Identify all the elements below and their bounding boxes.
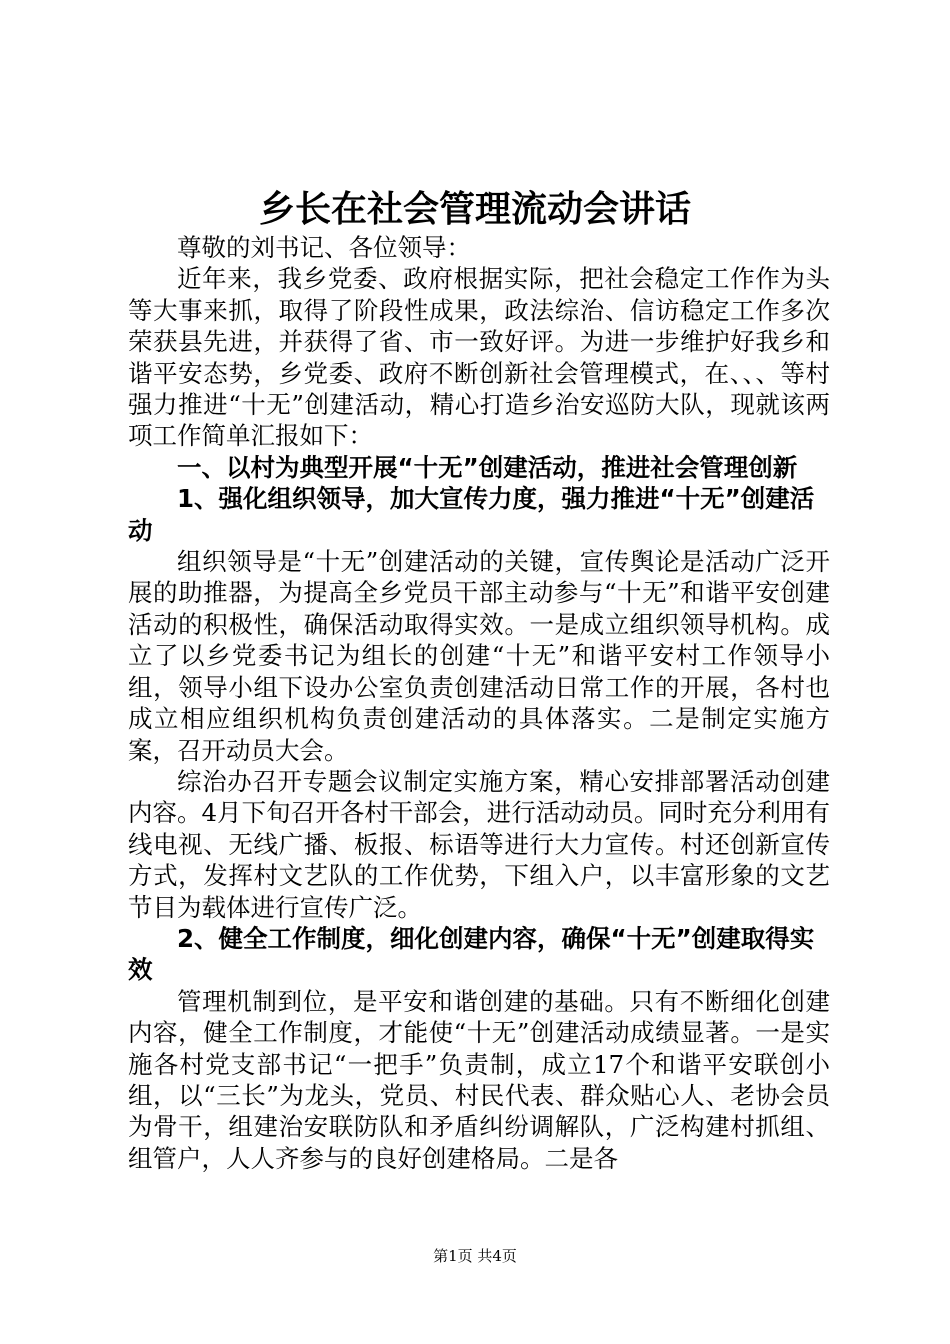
salutation: 尊敬的刘书记、各位领导：	[177, 233, 471, 262]
page-number-footer: 第1页 共4页	[433, 1247, 517, 1265]
document-title: 乡长在社会管理流动会讲话	[258, 189, 691, 230]
body-paragraph: 组织领导是“十无”创建活动的关键，宣传舆论是活动广泛开展的助推器，为提高全乡党员干部主动参与“十无”和谐平安创建活动的积极性，确保活动取得实效。一是成立组织领导机构。成立了以乡党委书记为组长的创建“十无”和谐平安村工作领导小组，领导小组下设办公室负责创建活动日常工作的开展，各村也成立相应组织机构负责创建活动的具体落实。二是制定实施方案，召开动员大会。	[128, 547, 830, 765]
document-body	[128, 232, 830, 1174]
body-paragraph: 管理机制到位，是平安和谐创建的基础。只有不断细化创建内容，健全工作制度，才能使“十无”创建活动成绩显著。一是实施各村党支部书记“一把手”负责制，成立17个和谐平安联创小组，以“三长”为龙头，党员、村民代表、群众贴心人、老协会员为骨干，组建治安联防队和矛盾纠纷调解队，广泛构建村抓组、组管户，人人齐参与的良好创建格局。二是各	[128, 986, 830, 1173]
subsection-heading-1: 1、强化组织领导，加大宣传力度，强力推进“十无”创建活动	[128, 484, 815, 545]
section-heading-1: 一、以村为典型开展“十无”创建活动，推进社会管理创新	[177, 452, 798, 482]
body-paragraph: 综治办召开专题会议制定实施方案，精心安排部署活动创建内容。4月下旬召开各村干部会，进行活动动员。同时充分利用有线电视、无线广播、板报、标语等进行大力宣传。村还创新宣传方式，发挥村文艺队的工作优势，下组入户，以丰富形象的文艺节目为载体进行宣传广泛。	[128, 766, 830, 922]
subsection-heading-2: 2、健全工作制度，细化创建内容，确保“十无”创建取得实效	[128, 923, 815, 985]
intro-paragraph: 近年来，我乡党委、政府根据实际，把社会稳定工作作为头等大事来抓，取得了阶段性成果，政法综治、信访稳定工作多次荣获县先进，并获得了省、市一致好评。为进一步维护好我乡和谐平安态势，乡党委、政府不断创新社会管理模式，在、、、等村强力推进“十无”创建活动，精心打造乡治安巡防大队，现就该两项工作简单汇报如下：	[128, 264, 830, 451]
